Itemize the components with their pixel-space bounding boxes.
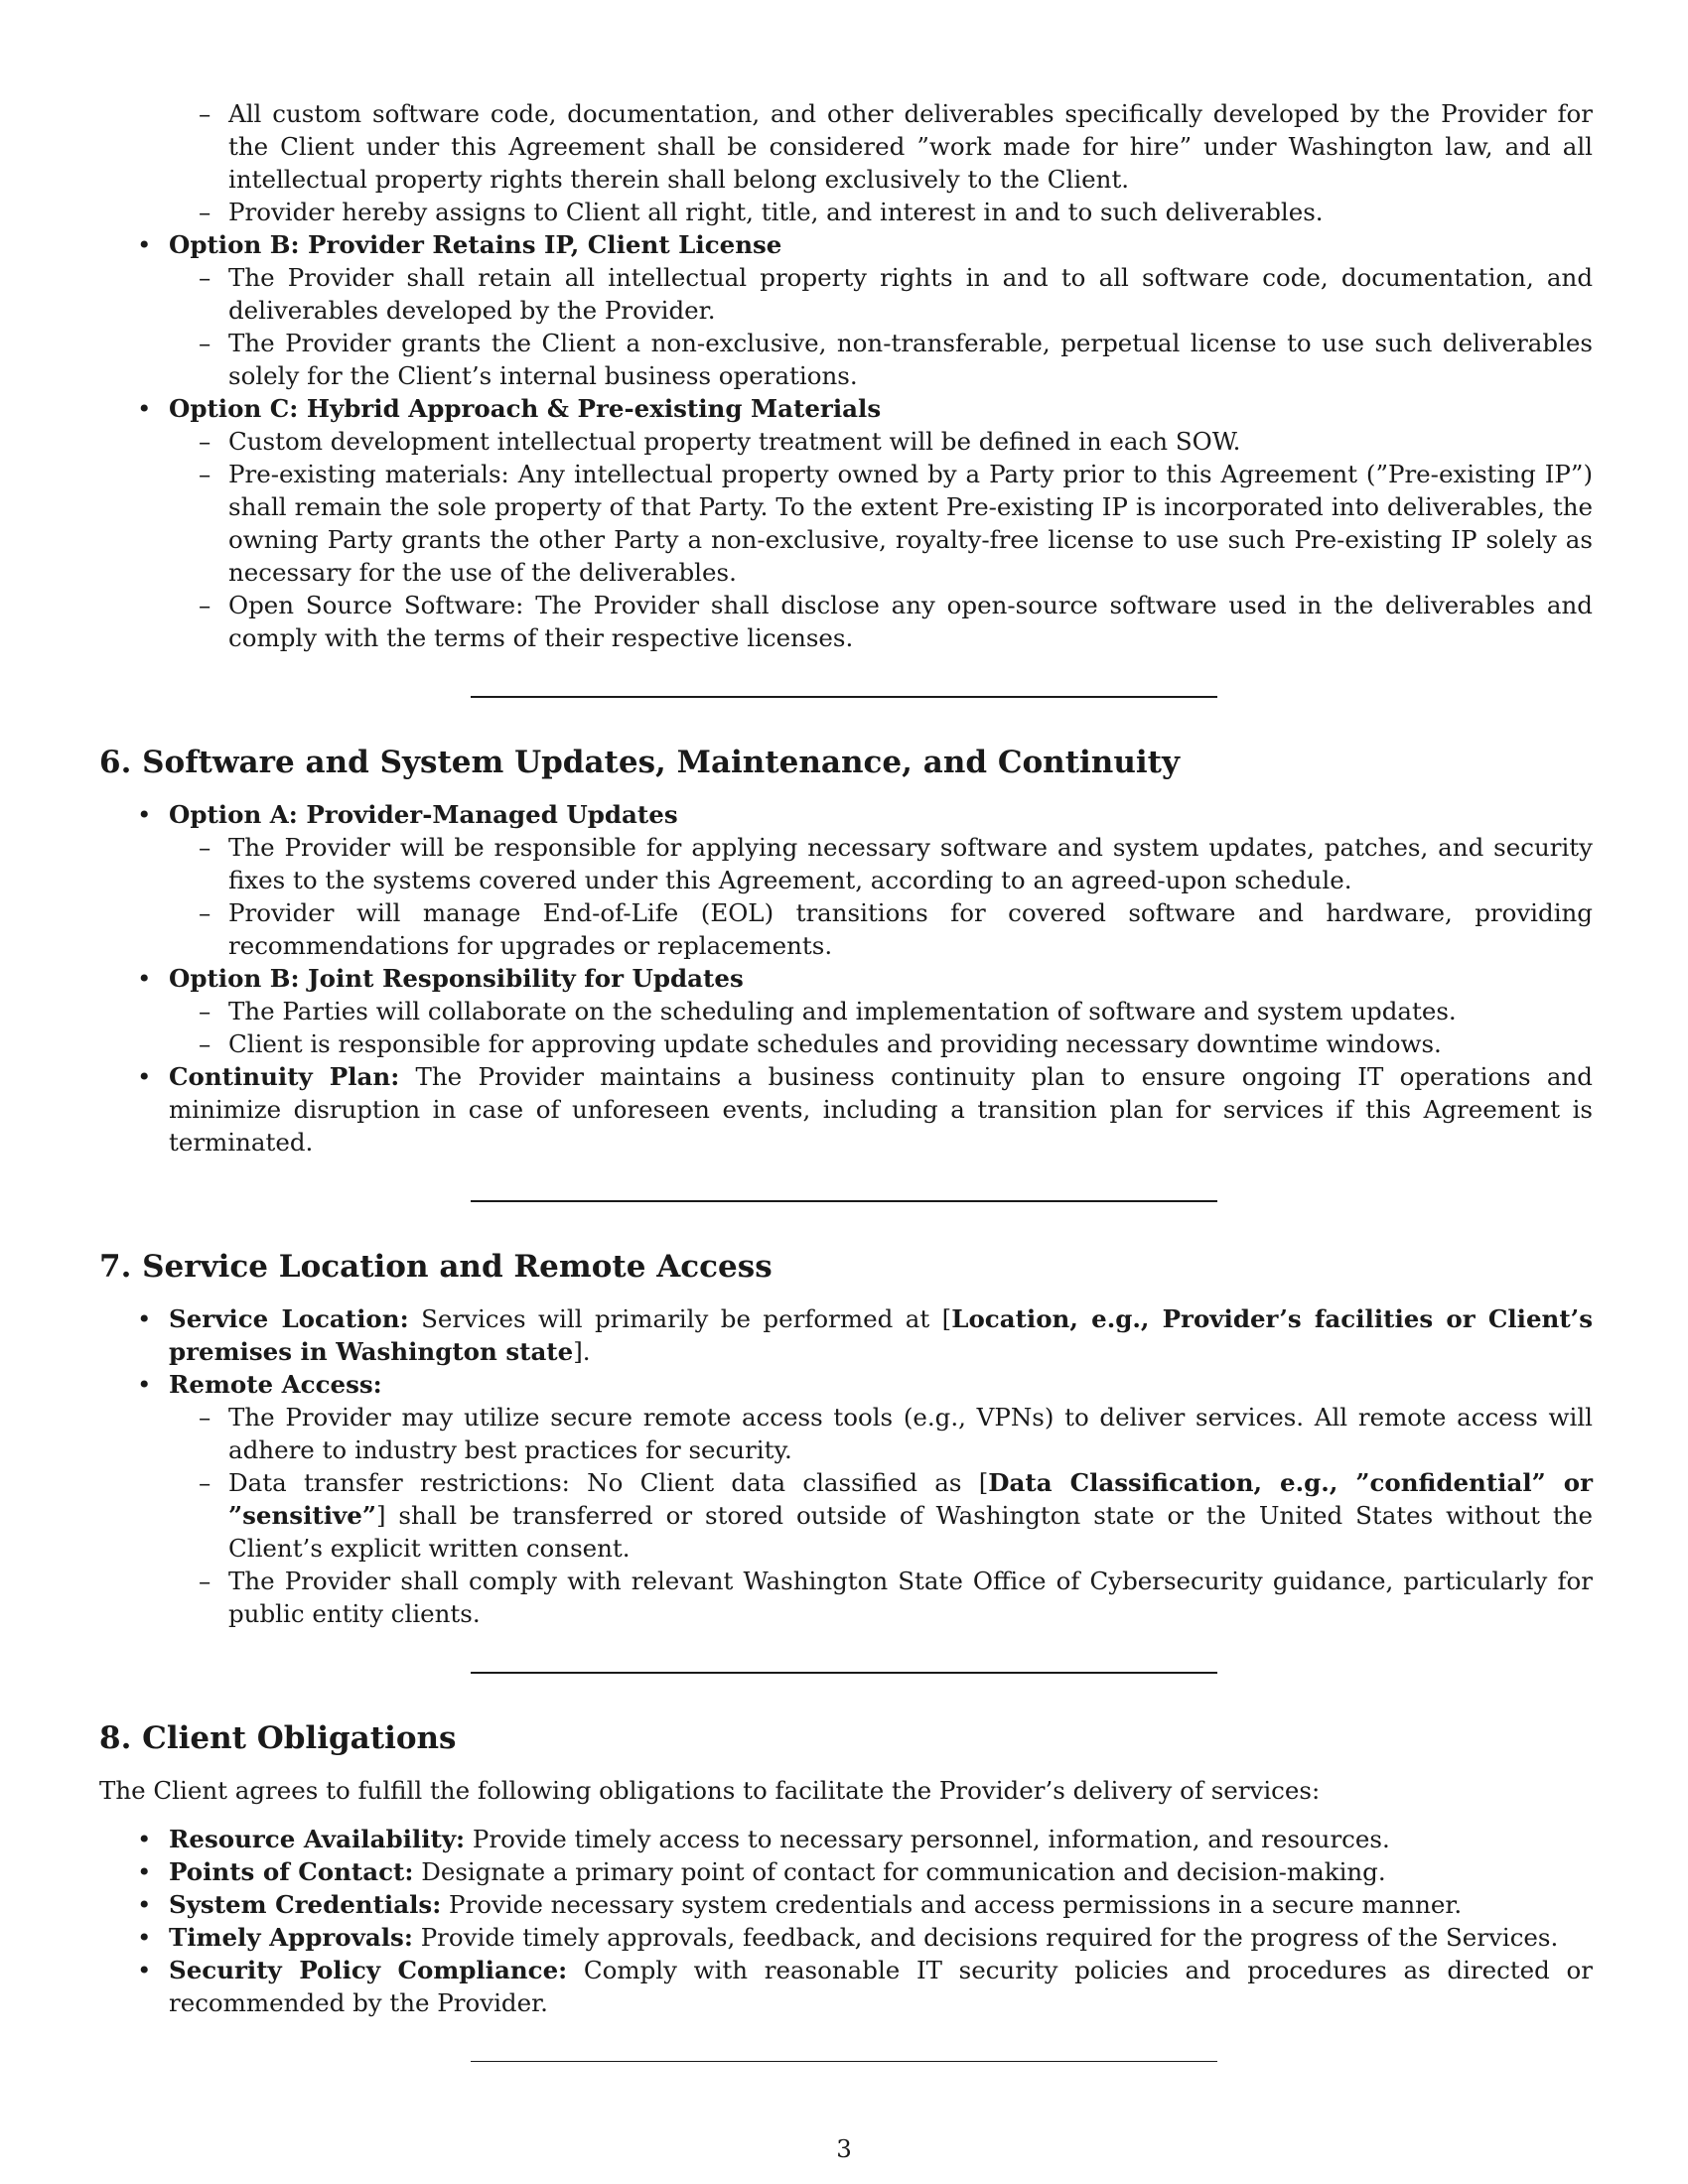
list-item (99, 1921, 1593, 1954)
data-transfer-pre: Data transfer restrictions: No Client data classified as [ (228, 1468, 989, 1497)
list-item (169, 1466, 1593, 1565)
list-item: – All custom software code, documentation, and other deliverables specifically developed by the Provider for the Client under this Agreement shall be considered ”work made for hire” under Washington law, and all intellectual property rights therein shall belong exclusively to the Client. (99, 97, 1593, 196)
list-item: – Provider hereby assigns to Client all right, title, and interest in and to such deliverables. (99, 196, 1593, 228)
obligation-text: Provide necessary system credentials and access permissions in a secure manner. (441, 1890, 1463, 1919)
list-item: – Open Source Software: The Provider shall disclose any open-source software used in the deliverables and comply with the terms of their respective licenses. (169, 589, 1593, 654)
obligation-label: Timely Approvals: (169, 1923, 413, 1952)
document-page (99, 97, 1593, 2062)
section5-option-a-list (99, 97, 1593, 228)
list-item (99, 1954, 1593, 2019)
list-item: – The Provider shall retain all intellectual property rights in and to all software code, documentation, and deliverables developed by the Provider. (169, 261, 1593, 327)
list-item: – The Parties will collaborate on the scheduling and implementation of software and system updates. (169, 995, 1593, 1027)
option-b-title: Option B: Joint Responsibility for Updates (169, 964, 744, 993)
service-location-label: Service Location: (169, 1304, 409, 1333)
continuity-label: Continuity Plan: (169, 1062, 400, 1091)
list-item: – The Provider shall comply with relevant Washington State Office of Cybersecurity guidance, particularly for public entity clients. (169, 1565, 1593, 1630)
section-divider (471, 1200, 1217, 1202)
section8-intro: The Client agrees to fulfill the following obligations to facilitate the Provider’s delivery of services: (99, 1776, 1321, 1805)
section6-list (99, 798, 1593, 1159)
option-b-item (99, 962, 1593, 1060)
option-a-item (99, 798, 1593, 962)
data-transfer-post: ] shall be transferred or stored outside of Washington state or the United States without the Client’s explicit written consent. (228, 1501, 1593, 1563)
option-b-item (99, 228, 1593, 392)
section5-options-list (99, 228, 1593, 654)
section7-list (99, 1302, 1593, 1630)
option-c-item (99, 392, 1593, 654)
data-classification-placeholder: Data Classification, e.g., ”confidential” or ”sensitive” (228, 1468, 1593, 1530)
service-location-item (99, 1302, 1593, 1368)
list-item (99, 1855, 1593, 1888)
option-b-title: Option B: Provider Retains IP, Client License (169, 230, 782, 259)
obligation-text: Provide timely access to necessary personnel, information, and resources. (465, 1825, 1390, 1853)
list-item: – Pre-existing materials: Any intellectual property owned by a Party prior to this Agreement (”Pre-existing IP”) shall remain the sole property of that Party. To the extent Pre-existing IP is incorporated into deliverables, the owning Party grants the other Party a non-exclusive, royalty-free license to use such Pre-existing IP solely as necessary for the use of the deliverables. (169, 458, 1593, 589)
remote-access-sublist (169, 1401, 1593, 1630)
option-b-sublist (169, 995, 1593, 1060)
obligation-label: Security Policy Compliance: (169, 1956, 568, 1984)
list-item: – The Provider will be responsible for applying necessary software and system updates, patches, and security fixes to the systems covered under this Agreement, according to an agreed-upon schedule. (169, 831, 1593, 896)
obligation-text: Provide timely approvals, feedback, and decisions required for the progress of the Services. (412, 1923, 1559, 1952)
section8-list (99, 1823, 1593, 2019)
option-c-title: Option C: Hybrid Approach & Pre-existing Materials (169, 394, 882, 423)
list-item (99, 1888, 1593, 1921)
remote-access-item (99, 1368, 1593, 1630)
list-item: – Custom development intellectual property treatment will be defined in each SOW. (169, 425, 1593, 458)
service-location-placeholder: Location, e.g., Provider’s facilities or Client’s premises in Washington state (169, 1304, 1593, 1366)
list-item: – Provider will manage End-of-Life (EOL) transitions for covered software and hardware, providing recommendations for upgrades or replacements. (169, 896, 1593, 962)
option-a-title: Option A: Provider-Managed Updates (169, 800, 678, 829)
obligation-label: Resource Availability: (169, 1825, 466, 1853)
section6-heading: 6. Software and System Updates, Maintenance, and Continuity (99, 745, 1180, 780)
list-item: – The Provider grants the Client a non-exclusive, non-transferable, perpetual license to use such deliverables solely for the Client’s internal business operations. (169, 327, 1593, 392)
section-divider (471, 696, 1217, 698)
obligation-text: Comply with reasonable IT security policies and procedures as directed or recommended by the Provider. (169, 1956, 1593, 2017)
option-b-sublist (169, 261, 1593, 392)
obligation-text: Designate a primary point of contact for communication and decision-making. (413, 1857, 1386, 1886)
obligation-label: Points of Contact: (169, 1857, 414, 1886)
list-item (99, 1823, 1593, 1855)
remote-access-label: Remote Access: (169, 1370, 382, 1399)
section-divider (471, 2061, 1217, 2062)
page-number: 3 (836, 2134, 852, 2163)
obligation-label: System Credentials: (169, 1890, 442, 1919)
service-location-post: ]. (573, 1337, 591, 1366)
list-item: – The Provider may utilize secure remote access tools (e.g., VPNs) to deliver services. All remote access will adhere to industry best practices for security. (169, 1401, 1593, 1466)
option-a-sublist (169, 831, 1593, 962)
list-item: – Client is responsible for approving update schedules and providing necessary downtime windows. (169, 1027, 1593, 1060)
section8-heading: 8. Client Obligations (99, 1720, 457, 1756)
service-location-pre: Services will primarily be performed at [ (408, 1304, 952, 1333)
continuity-plan-item (99, 1060, 1593, 1159)
option-c-sublist (169, 425, 1593, 654)
continuity-text: The Provider maintains a business continuity plan to ensure ongoing IT operations and minimize disruption in case of unforeseen events, including a transition plan for services if this Agreement is terminated. (169, 1062, 1593, 1157)
section-divider (471, 1672, 1217, 1674)
section7-heading: 7. Service Location and Remote Access (99, 1249, 773, 1285)
